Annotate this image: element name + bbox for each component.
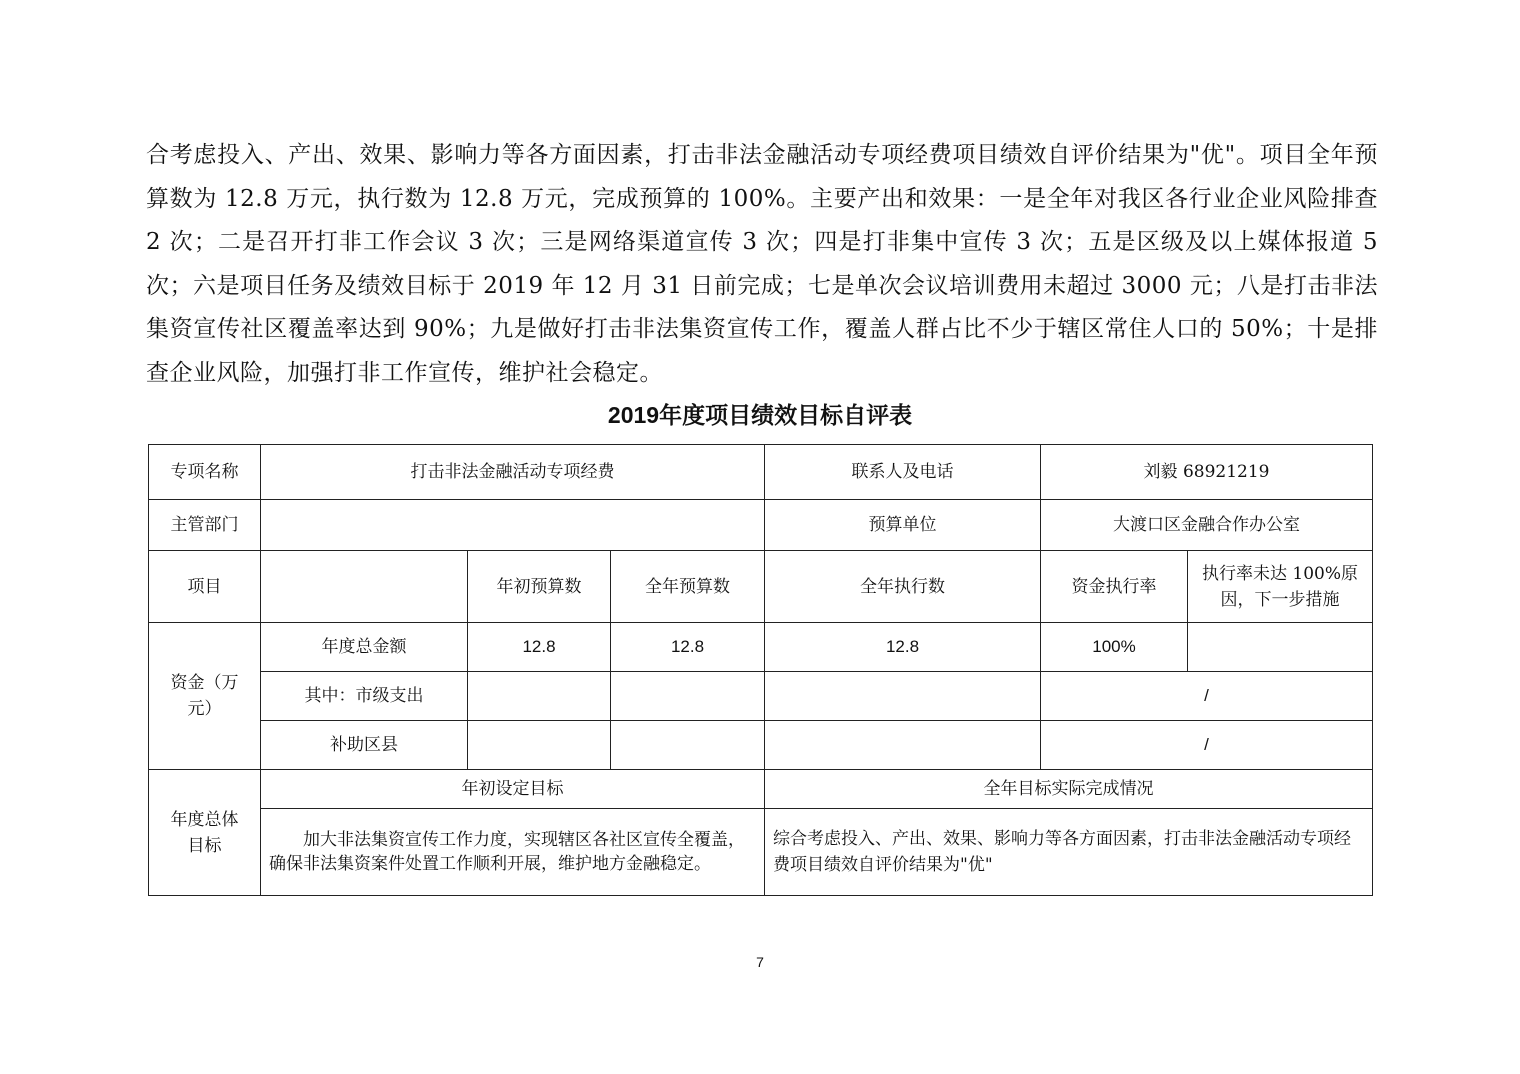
funds-rate-reason-value: / — [1041, 672, 1373, 721]
header-exec-rate: 资金执行率 — [1041, 551, 1188, 623]
goals-actual-header: 全年目标实际完成情况 — [765, 770, 1373, 809]
funds-initial-value — [468, 672, 611, 721]
funds-rate-reason-value: / — [1041, 721, 1373, 770]
table-row — [149, 500, 1373, 551]
goals-initial-text: 加大非法集资宣传工作力度，实现辖区各社区宣传全覆盖，确保非法集资案件处置工作顺利开展，维护地方金融稳定。 — [261, 809, 765, 896]
contact-label: 联系人及电话 — [765, 445, 1041, 500]
project-name-label: 专项名称 — [149, 445, 261, 500]
goals-group-text: 年度总体目标 — [170, 809, 239, 856]
department-value — [261, 500, 765, 551]
evaluation-table — [148, 444, 1373, 896]
table-row — [149, 623, 1373, 672]
funds-rate-value: 100% — [1041, 623, 1188, 672]
funds-group-text: 资金（万元） — [170, 673, 239, 719]
table-title: 2019年度项目绩效目标自评表 — [607, 402, 913, 428]
contact-value: 刘毅 68921219 — [1041, 445, 1373, 500]
header-blank — [261, 551, 468, 623]
page-number: 7 — [756, 954, 764, 970]
funds-group-label — [149, 623, 261, 770]
table-row — [149, 770, 1373, 809]
goals-actual-text: 综合考虑投入、产出、效果、影响力等各方面因素，打击非法金融活动专项经费项目绩效自评价结果为"优" — [765, 809, 1373, 896]
funds-exec-value — [765, 672, 1041, 721]
header-annual-budget: 全年预算数 — [611, 551, 765, 623]
funds-exec-value: 12.8 — [765, 623, 1041, 672]
funds-initial-value: 12.8 — [468, 623, 611, 672]
table-row — [149, 445, 1373, 500]
budget-unit-value: 大渡口区金融合作办公室 — [1041, 500, 1373, 551]
funds-row-label: 补助区县 — [261, 721, 468, 770]
table-row — [149, 721, 1373, 770]
department-label: 主管部门 — [149, 500, 261, 551]
funds-exec-value — [765, 721, 1041, 770]
budget-unit-label: 预算单位 — [765, 500, 1041, 551]
project-name-value: 打击非法金融活动专项经费 — [261, 445, 765, 500]
intro-paragraph: 合考虑投入、产出、效果、影响力等各方面因素，打击非法金融活动专项经费项目绩效自评价结果为"优"。项目全年预算数为 12.8 万元，执行数为 12.8 万元，完成预算的 100%。主要产出和效果：一是全年对我区各行业企业风险排查 2 次；二是召开打非工作会议 3 次；三是网络渠道宣传 3 次；四是打非集中宣传 3 次；五是区级及以上媒体报道 5 次；六是项目任务及绩效目标于 2019 年 12 月 31 日前完成；七是单次会议培训费用未超过 3000 元；八是打击非法集资宣传社区覆盖率达到 90%；九是做好打击非法集资宣传工作，覆盖人群占比不少于辖区常住人口的 50%；十是排查企业风险，加强打非工作宣传，维护社会稳定。 — [146, 142, 1378, 386]
funds-row-label: 年度总金额 — [261, 623, 468, 672]
table-row — [149, 672, 1373, 721]
table-row — [149, 809, 1373, 896]
goals-initial-header: 年初设定目标 — [261, 770, 765, 809]
funds-annual-value: 12.8 — [611, 623, 765, 672]
header-item: 项目 — [149, 551, 261, 623]
funds-initial-value — [468, 721, 611, 770]
funds-row-label: 其中：市级支出 — [261, 672, 468, 721]
funds-annual-value — [611, 672, 765, 721]
header-initial-budget: 年初预算数 — [468, 551, 611, 623]
goals-group-label — [149, 770, 261, 896]
funds-reason-value — [1188, 623, 1373, 672]
header-annual-exec: 全年执行数 — [765, 551, 1041, 623]
table-header-row — [149, 551, 1373, 623]
funds-annual-value — [611, 721, 765, 770]
header-reason: 执行率未达 100%原因，下一步措施 — [1188, 551, 1373, 623]
